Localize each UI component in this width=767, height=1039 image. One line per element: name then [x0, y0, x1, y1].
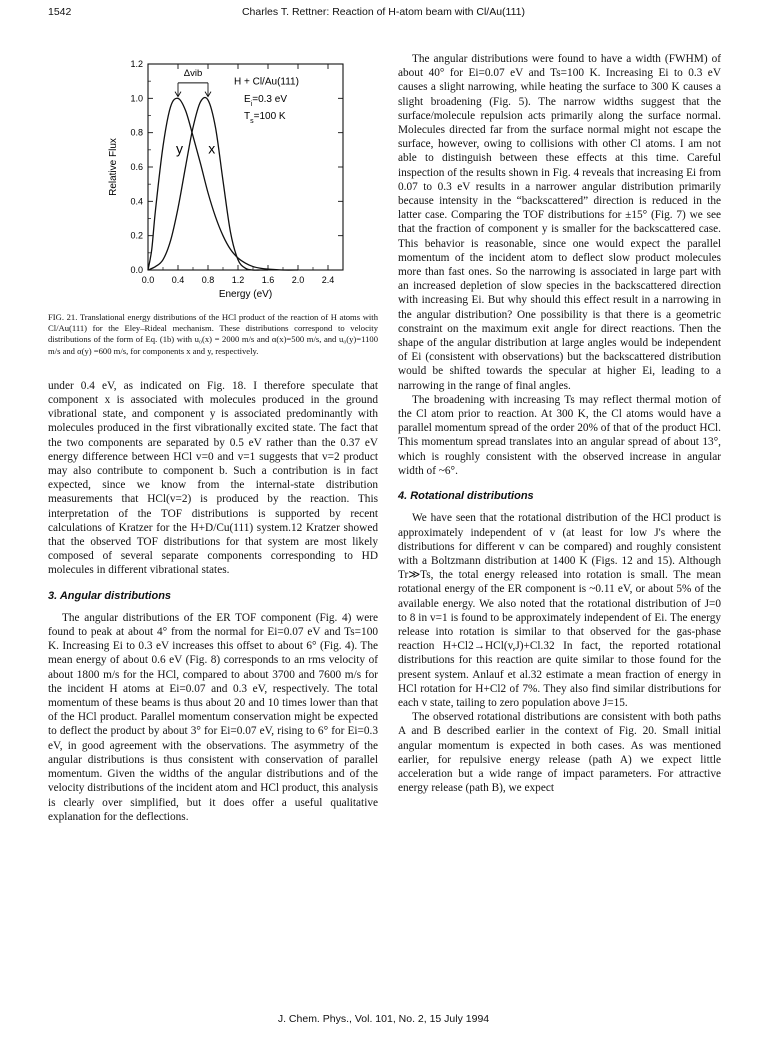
left-paragraph-1: under 0.4 eV, as indicated on Fig. 18. I therefore speculate that component x is associated with molecules produced in the ground vibrational state, and component y is associated predominantly with molecules produced in the first vibrationally excited state. The fact that the two components are separated by 0.5 eV rather than the 0.37 eV energy difference between HCl v=0 and v=1 suggests that v=2 product may also contribute to component b. Such a contribution is in fact expected, since we know from the internal-state distribution measurements that HCl(v=2) is produced by the reaction. This interpretation of the TOF distributions is supported by recent calculations of Kratzer for the H+D/Cu(111) system.12 Kratzer showed that the observed TOF distributions for that system are most likely composed of several separate components corresponding to HD molecules in different vibrational states.: [48, 379, 378, 577]
chart-ticks: [130, 59, 343, 285]
annotation-delta-vib: Δvib: [183, 68, 203, 80]
y-tick-label: 0.0: [130, 265, 143, 275]
x-axis-label: Energy (eV): [218, 289, 273, 300]
journal-footer: J. Chem. Phys., Vol. 101, No. 2, 15 July 1994: [277, 1013, 490, 1025]
annotation-system: H + Cl/Au(111): [234, 76, 299, 88]
annotation-component-y: y: [176, 140, 183, 157]
y-tick-label: 0.8: [130, 127, 143, 138]
x-tick-label: 0.4: [171, 275, 185, 285]
energy-distribution-chart: [48, 50, 378, 312]
right-paragraph-3: We have seen that the rotational distribution of the HCl product is approximately independent of v (at least for low J's where the distributions for different v can be compared) and roughly consistent with a Boltzmann distribution at 1400 K (Figs. 12 and 15). Although Tr≫Ts, the total energy released into rotation is small. The mean rotational energy of the ER component is ~0.11 eV, or about 5% of the available energy. We also noted that the rotational distribution of J=0 to 8 in v=1 is found to be approximately independent of Ei. The energy release into rotation is similar to that observed for the gas-phase reaction H+Cl2→HCl(v,J)+Cl.32 In fact, the reported rotational distributions for this reaction are quite similar to those found for the present system. Anlauf et al.32 estimate a mean fraction of energy in HCl rotation for H+Cl2 of 7%. They also find similar distributions for each v state, tailing to zero population above J=15.: [398, 512, 721, 709]
right-column: [398, 52, 721, 795]
y-tick-label: 0.2: [130, 230, 143, 241]
annotation-surface-temperature: $T_s=100$ K: [244, 110, 286, 125]
left-column: [48, 50, 378, 824]
y-axis-label: Relative Flux: [108, 138, 119, 196]
figure-caption: FIG. 21. Translational energy distributions of the HCl product of the reaction of H atoms with Cl/Au(111) for the Eley–Rideal mechanism. These distributions correspond to velocity distributions of the form of Eq. (1b) with u₀(x) = 2000 m/s and α(x)=500 m/s, and u₀(y)=1100 m/s and α(y) =600 m/s, for components x and y, respectively.: [48, 312, 378, 356]
right-paragraph-1: The angular distributions were found to have a width (FWHM) of about 40° for Ei=0.07 eV and Ts=100 K. Increasing Ei to 0.3 eV causes a slight narrowing, while heating the surface to 300 K causes a slight broadening (Fig. 5). The narrow widths suggest that the surface/molecule repulsion acts primarily along the surface normal. Molecules directed far from the surface normal might not escape the surface, however, owing to collisions with other Cl atoms. I am not able to distinguish between these effects at this time. Careful inspection of the results shown in Fig. 4 reveals that increasing Ei from 0.07 to 0.3 eV results in a narrower angular distribution primarily because intensity in the “backscattered” direction is reduced in the latter case. Comparing the TOF distributions for ±15° (Fig. 7) we see that the fraction of component y is smaller for the backscattered case. This behavior is reasonable, since one would expect the parallel momentum of the incident atom to deflect slow product molecules more than fast ones. So the narrowing is associated in large part with an increased depletion of slow species in the backscattered direction with increasing Ei. But why should this effect result in a narrowing in the angular distribution? One possibility is that there is a geometric constraint on the maximum exit angle for direct reactions. Then the shape of the angular distribution at large angles would be independent of Ei (consistent with observations) but the backscattered distribution would be shifted towards the specular at higher Ei, leading to a narrowing in the range of final angles.: [398, 53, 721, 392]
left-paragraph-2: The angular distributions of the ER TOF component (Fig. 4) were found to peak at about 4° from the normal for Ei=0.07 eV and Ts=100 K. Increasing Ei to 0.3 eV increases this offset to about 6° (Fig. 4). The mean energy of about 0.6 eV (Fig. 8) corresponds to an rms velocity of about 1800 m/s for the HCl, compared to about 3700 and 7600 m/s for the incident H atoms at Ei=0.07 and 0.3 eV, respectively. The total momentum of these beams is thus about 20 and 10 times lower than that of the HCl product. Parallel momentum conservation might be expected to deflect the product by about 3° for Ei=0.07 eV, rising to 6° for Ei=0.3 eV, in good agreement with the observations. The asymmetry of the angular distributions is thus consistent with conservation of parallel momentum. Given the widths of the angular distributions and of the velocity distributions of the incident atom and HCl product, this analysis is clearly over simplified, but it does offer a useful qualitative explanation for the deflections.: [48, 611, 378, 823]
y-tick-label: 0.4: [130, 196, 143, 207]
annotation-incident-energy: $E_i=0.3$ eV: [244, 93, 287, 108]
y-tick-label: 0.6: [130, 162, 143, 172]
right-paragraph-4: The observed rotational distributions are consistent with both paths A and B described earlier in the context of Fig. 20. Small initial angular momentum is expected in both cases. As was mentioned earlier, for repulsive energy release (path A) we expect little acceleration but a wide range of impact parameters. For attractive energy release (path B), we expect: [398, 711, 721, 795]
y-tick-label: 1.0: [130, 93, 143, 104]
delta-vib-arrow: [175, 83, 211, 97]
x-tick-label: 1.2: [231, 275, 245, 285]
x-tick-label: 0.8: [201, 275, 215, 285]
x-tick-label: 2.0: [291, 275, 305, 285]
x-tick-label: 0.0: [141, 275, 155, 285]
x-tick-label: 2.4: [321, 275, 335, 285]
x-tick-label: 1.6: [261, 275, 275, 285]
chart-series: [148, 97, 298, 270]
annotation-component-x: x: [208, 140, 216, 157]
page-number: 1542: [48, 6, 72, 18]
section-3-heading: 3. Angular distributions: [48, 589, 172, 602]
running-title: Charles T. Rettner: Reaction of H-atom beam with Cl/Au(111): [241, 6, 526, 18]
section-4-heading: 4. Rotational distributions: [398, 490, 534, 503]
figure-21: [48, 50, 378, 312]
y-tick-label: 1.2: [130, 59, 143, 69]
right-paragraph-2: The broadening with increasing Ts may reflect thermal motion of the Cl atom prior to reaction. At 300 K, the Cl atoms would have a parallel momentum spread of the order 20% of that of the product HCl. This momentum spread translates into an angular spread of about 13°, which is roughly consistent with the observed increase in angular width of ~6°.: [398, 393, 721, 477]
running-header: [48, 6, 719, 22]
